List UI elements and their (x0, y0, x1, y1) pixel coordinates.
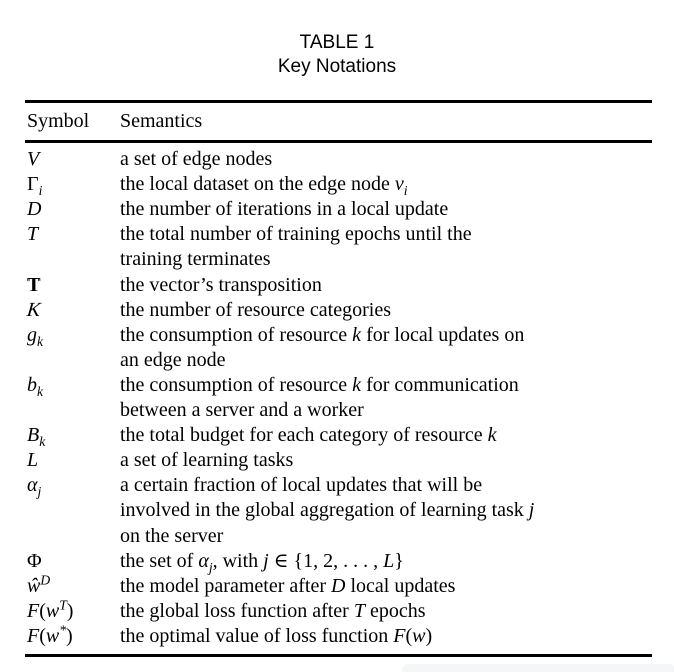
double-struck-letter: T T (27, 273, 39, 298)
table-header-row (25, 103, 652, 140)
table-row (27, 574, 652, 599)
symbol-cell (27, 273, 120, 298)
semantics-cell: the number of resource categories (120, 298, 391, 321)
bottom-overlay-fragment (402, 664, 674, 672)
table-row (27, 147, 652, 172)
table-caption-number: TABLE 1 (299, 32, 375, 53)
calligraphic-letter: K (25, 298, 42, 321)
symbol-cell: F(w*) (27, 622, 73, 647)
symbol-cell (27, 298, 120, 323)
column-header-semantics: Semantics (120, 110, 203, 132)
table-row (27, 624, 652, 649)
table-row (27, 197, 652, 222)
table-row (27, 448, 652, 473)
semantics-cell: a set of learning tasks (120, 449, 294, 472)
semantics-cell: the total budget for each category of resource k (120, 424, 497, 447)
symbol-cell: $b_k$ (27, 373, 44, 399)
symbol-cell: $F(w^T)$ (27, 597, 74, 622)
semantics-cell: the optimal value of loss function F(w) (120, 624, 433, 647)
table-row (27, 549, 652, 574)
semantics-cell: the local dataset on the edge node $v_i$ (120, 173, 408, 199)
semantics-cell: the model parameter after D local updates (120, 574, 456, 597)
semantics-cell: the global loss function after T epochs (120, 599, 426, 622)
semantics-cell: the consumption of resource k for communication between a server and a worker (120, 373, 519, 422)
symbol-cell: $B_k$ (27, 424, 46, 450)
symbol-cell: $ŵ^D$ (27, 572, 51, 597)
symbol-cell: L (27, 449, 39, 472)
notation-table (25, 100, 652, 657)
semantics-cell: the total number of training epochs until the training terminates (120, 223, 472, 271)
symbol-cell: Φ (27, 549, 42, 572)
symbol-cell: T (27, 223, 39, 246)
table-body (25, 143, 652, 654)
symbol-cell: D (27, 198, 42, 221)
semantics-cell: the vector’s transposition (120, 273, 322, 296)
table-row (27, 473, 652, 548)
semantics-cell: the consumption of resource k for local updates on an edge node (120, 323, 525, 371)
symbol-cell: $\alpha_j$ (27, 474, 42, 500)
table-row (27, 298, 652, 323)
semantics-cell: the number of iterations in a local update (120, 198, 449, 221)
rule-bottom (25, 654, 652, 657)
symbol-cell: V (27, 148, 40, 171)
table-caption-title: Key Notations (277, 56, 397, 77)
table-row (27, 373, 652, 423)
table-row (27, 423, 652, 448)
table-row (27, 222, 652, 272)
semantics-cell: a set of edge nodes (120, 148, 273, 171)
table-row (27, 273, 652, 298)
semantics-cell: a certain fraction of local updates that will be involved in the global aggregation of learning task j on the server (120, 474, 535, 547)
table-row (27, 599, 652, 624)
symbol-cell: $\Gamma_i$ (27, 173, 43, 199)
table-row (27, 172, 652, 197)
table-row (27, 323, 652, 373)
symbol-cell: $g_k$ (27, 323, 44, 349)
semantics-cell: the set of $\alpha_j$, with j ∈ {1, 2, . . . , L} (120, 549, 404, 575)
column-header-symbol: Symbol (27, 110, 90, 132)
